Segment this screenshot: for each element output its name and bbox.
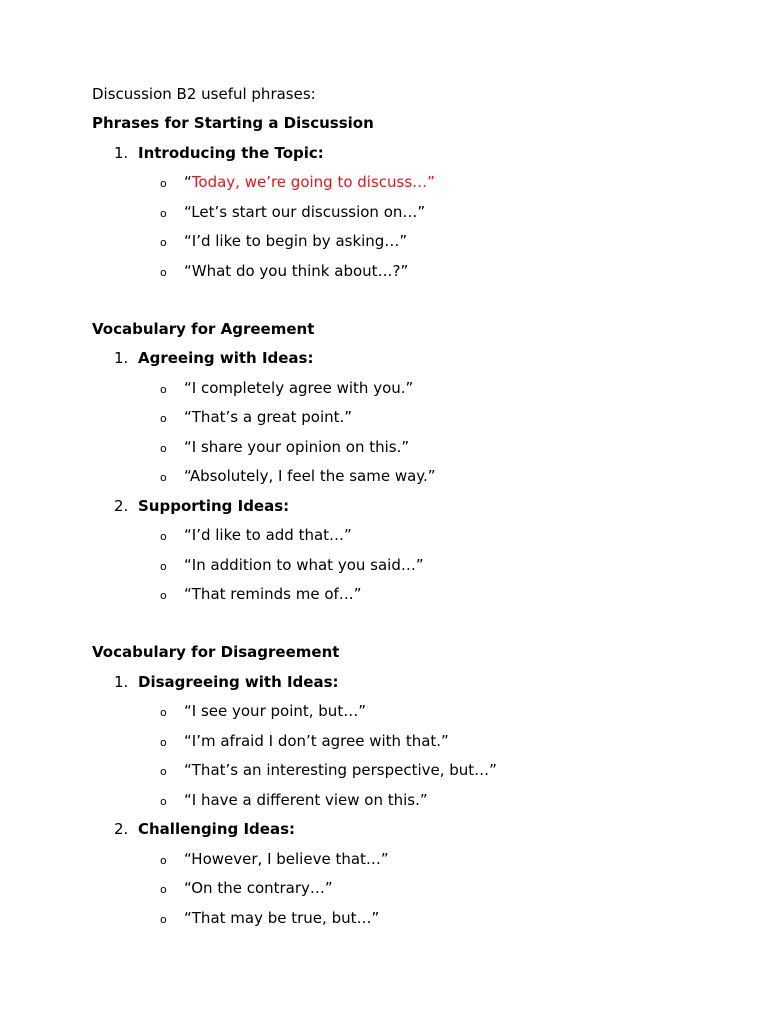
- phrase-open-quote: “: [184, 173, 192, 191]
- item-heading-introducing-topic: Introducing the Topic:: [138, 144, 324, 162]
- phrase-list-item: [0, 467, 768, 487]
- phrase-list-item: [0, 526, 768, 546]
- phrase-list-item: [0, 850, 768, 870]
- item-number: 1.: [114, 144, 129, 162]
- phrase-list-item: [0, 438, 768, 458]
- item-number: 1.: [114, 349, 129, 367]
- item-number: 2.: [114, 497, 129, 515]
- bullet-circle-icon: o: [160, 530, 167, 543]
- section-heading-agreement: Vocabulary for Agreement: [92, 320, 315, 338]
- phrase-list-item: [0, 379, 768, 399]
- bullet-circle-icon: o: [160, 736, 167, 749]
- phrase-text: “I’d like to begin by asking…”: [184, 232, 408, 250]
- phrase-list-item: [0, 732, 768, 752]
- item-heading-challenging: Challenging Ideas:: [138, 820, 296, 838]
- bullet-circle-icon: o: [160, 412, 167, 425]
- item-number: 1.: [114, 673, 129, 691]
- phrase-list-item: [0, 203, 768, 223]
- phrase-text: “That may be true, but…”: [184, 909, 380, 927]
- phrase-text: “Let’s start our discussion on…”: [184, 203, 426, 221]
- item-heading-agreeing: Agreeing with Ideas:: [138, 349, 314, 367]
- phrase-list-item: [0, 879, 768, 899]
- bullet-circle-icon: o: [160, 706, 167, 719]
- phrase-text: “However, I believe that…”: [184, 850, 389, 868]
- phrase-list-item: [0, 232, 768, 252]
- phrase-text: “I share your opinion on this.”: [184, 438, 410, 456]
- phrase-list-item: [0, 761, 768, 781]
- phrase-list-item: [0, 262, 768, 282]
- bullet-circle-icon: o: [160, 560, 167, 573]
- bullet-circle-icon: o: [160, 589, 167, 602]
- phrase-text: “What do you think about…?”: [184, 262, 409, 280]
- phrase-list-item: [0, 556, 768, 576]
- bullet-circle-icon: o: [160, 442, 167, 455]
- phrase-text: “In addition to what you said…”: [184, 556, 424, 574]
- phrase-text: “That’s an interesting perspective, but…”: [184, 761, 497, 779]
- bullet-circle-icon: o: [160, 765, 167, 778]
- phrase-text: “I’d like to add that…”: [184, 526, 352, 544]
- section-heading-disagreement: Vocabulary for Disagreement: [92, 643, 340, 661]
- bullet-circle-icon: o: [160, 236, 167, 249]
- phrase-list-item: [0, 702, 768, 722]
- phrase-list-item: [0, 791, 768, 811]
- phrase-text: “That’s a great point.”: [184, 408, 353, 426]
- bullet-circle-icon: o: [160, 913, 167, 926]
- phrase-list-item: [0, 909, 768, 929]
- bullet-circle-icon: o: [160, 795, 167, 808]
- phrase-list-item: [0, 408, 768, 428]
- phrase-text: “That reminds me of…”: [184, 585, 362, 603]
- item-heading-supporting: Supporting Ideas:: [138, 497, 290, 515]
- item-number: 2.: [114, 820, 129, 838]
- phrase-text: “I see your point, but…”: [184, 702, 366, 720]
- bullet-circle-icon: o: [160, 207, 167, 220]
- phrase-text: [184, 173, 435, 191]
- phrase-list-item: [0, 585, 768, 605]
- bullet-circle-icon: o: [160, 471, 167, 484]
- phrase-text: “I have a different view on this.”: [184, 791, 428, 809]
- phrase-text: “On the contrary…”: [184, 879, 333, 897]
- phrase-text: “Absolutely, I feel the same way.”: [184, 467, 436, 485]
- item-heading-disagreeing: Disagreeing with Ideas:: [138, 673, 339, 691]
- bullet-circle-icon: o: [160, 883, 167, 896]
- document-title: Discussion B2 useful phrases:: [92, 85, 316, 103]
- section-heading-starting-discussion: Phrases for Starting a Discussion: [92, 114, 374, 132]
- phrase-list-item: [0, 173, 768, 193]
- phrase-highlighted-text: Today, we’re going to discuss…”: [191, 173, 435, 191]
- bullet-circle-icon: o: [160, 854, 167, 867]
- phrase-text: “I’m afraid I don’t agree with that.”: [184, 732, 449, 750]
- phrase-text: “I completely agree with you.”: [184, 379, 414, 397]
- bullet-circle-icon: o: [160, 266, 167, 279]
- bullet-circle-icon: o: [160, 177, 167, 190]
- bullet-circle-icon: o: [160, 383, 167, 396]
